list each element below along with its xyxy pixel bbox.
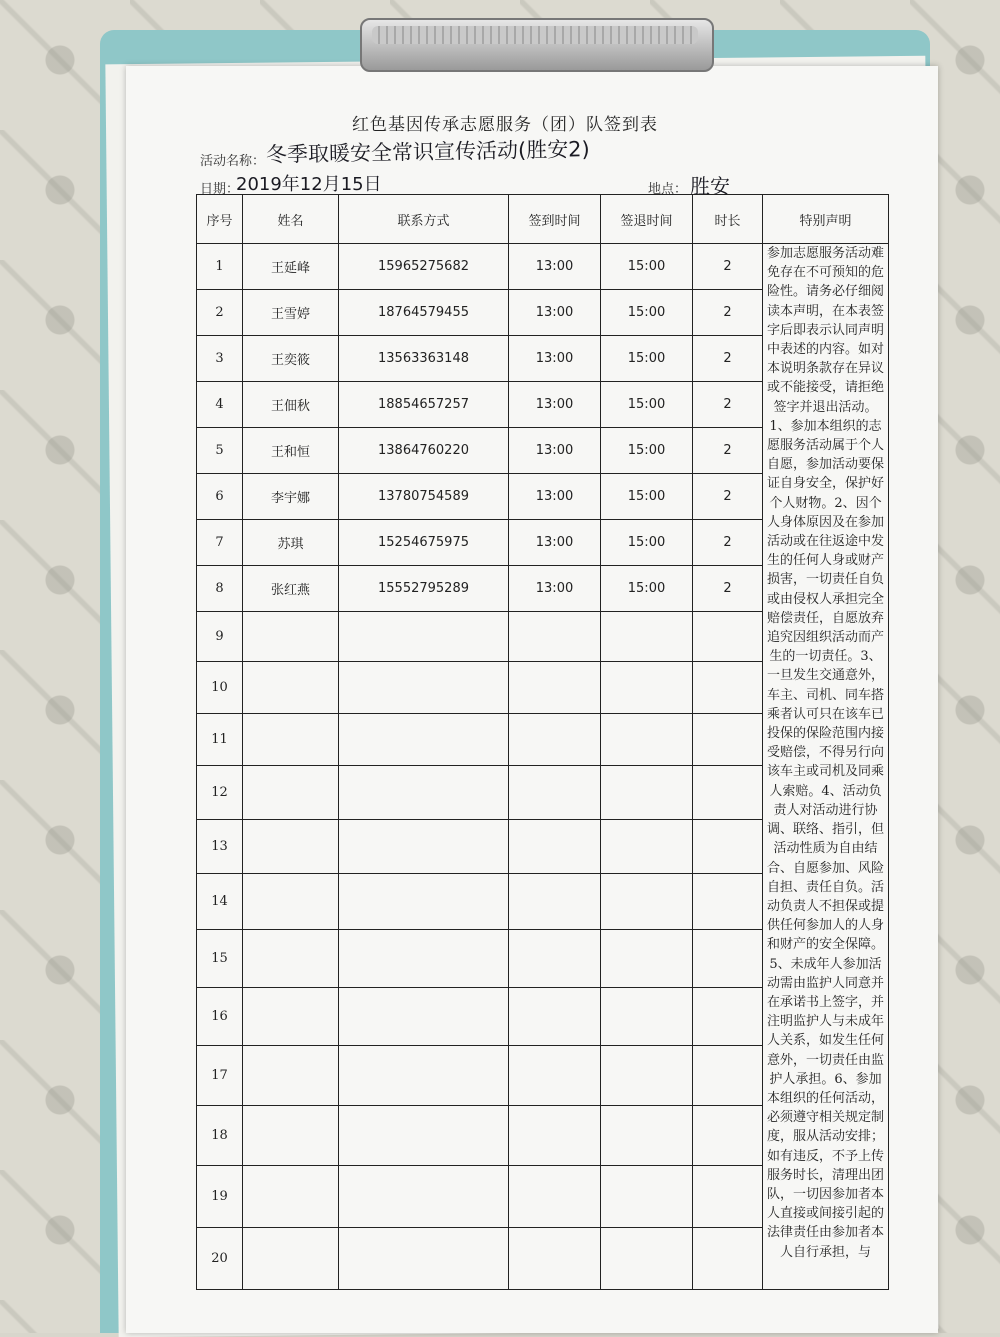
row-number: 7: [197, 520, 243, 566]
header-duration: 时长: [693, 195, 763, 244]
row-sign-in-time: 13:00: [509, 290, 601, 336]
row-sign-in-time: [509, 874, 601, 930]
row-sign-in-time: [509, 1046, 601, 1106]
row-phone: [339, 1228, 509, 1290]
row-sign-in-time: [509, 714, 601, 766]
row-duration: [693, 662, 763, 714]
row-sign-in-time: [509, 930, 601, 988]
row-number: 8: [197, 566, 243, 612]
row-number: 3: [197, 336, 243, 382]
row-sign-out-time: [601, 766, 693, 820]
row-sign-in-time: 13:00: [509, 474, 601, 520]
row-sign-out-time: 15:00: [601, 336, 693, 382]
row-name: 王佃秋: [243, 382, 339, 428]
row-sign-in-time: 13:00: [509, 244, 601, 290]
row-phone: [339, 714, 509, 766]
row-sign-out-time: [601, 988, 693, 1046]
row-phone: [339, 612, 509, 662]
row-phone: [339, 1106, 509, 1166]
row-duration: [693, 874, 763, 930]
row-phone: 15552795289: [339, 566, 509, 612]
row-sign-in-time: 13:00: [509, 428, 601, 474]
row-sign-out-time: [601, 1106, 693, 1166]
row-phone: [339, 662, 509, 714]
location-label: 地点：: [648, 182, 688, 197]
row-number: 12: [197, 766, 243, 820]
row-number: 14: [197, 874, 243, 930]
header-no: 序号: [197, 195, 243, 244]
header-sign-in-time: 签到时间: [509, 195, 601, 244]
row-duration: 2: [693, 520, 763, 566]
row-phone: [339, 820, 509, 874]
row-name: 王雪婷: [243, 290, 339, 336]
sheet-title: 红色基因传承志愿服务（团）队签到表: [352, 115, 658, 135]
row-number: 16: [197, 988, 243, 1046]
row-phone: [339, 930, 509, 988]
row-sign-out-time: 15:00: [601, 382, 693, 428]
row-duration: 2: [693, 566, 763, 612]
row-phone: [339, 988, 509, 1046]
row-sign-out-time: [601, 612, 693, 662]
row-name: [243, 820, 339, 874]
row-sign-out-time: [601, 714, 693, 766]
row-sign-out-time: [601, 1166, 693, 1228]
row-number: 2: [197, 290, 243, 336]
table-row: [197, 244, 889, 290]
row-number: 5: [197, 428, 243, 474]
row-sign-out-time: 15:00: [601, 474, 693, 520]
row-phone: 15254675975: [339, 520, 509, 566]
row-name: 王延峰: [243, 244, 339, 290]
row-name: [243, 662, 339, 714]
row-duration: 2: [693, 336, 763, 382]
header-declaration: 特别声明: [763, 195, 889, 244]
row-name: [243, 930, 339, 988]
row-number: 13: [197, 820, 243, 874]
row-phone: 18854657257: [339, 382, 509, 428]
row-sign-out-time: [601, 930, 693, 988]
row-duration: [693, 1046, 763, 1106]
declaration-text: 参加志愿服务活动难免存在不可预知的危险性。请务必仔细阅读本声明，在本表签字后即表示认同声明中表述的内容。如对本说明条款存在异议或不能接受，请拒绝签字并退出活动。 1、参加本组织的志愿服务活动属于个人自愿，参加活动要保证自身安全，保护好个人财物。2、因个人身体原因及在参加活动或在往返途中发生的任何人身或财产损害，一切责任自负或由侵权人承担完全赔偿责任，自愿放弃追究因组织活动而产生的一切责任。3、一旦发生交通意外，车主、司机、同车搭乘者认可只在该车已投保的保险范围内接受赔偿，不得另行向该车主或司机及同乘人索赔。4、活动负责人对活动进行协调、联络、指引，但活动性质为自由结合、自愿参加、风险自担、责任自负。活动负责人不担保或提供任何参加人的人身和财产的安全保障。5、未成年人参加活动需由监护人同意并在承诺书上签字，并注明监护人与未成年人关系，如发生任何意外，一切责任由监护人承担。6、参加本组织的任何活动，必须遵守相关规定制度，服从活动安排；如有违反，不予上传服务时长，清理出团队，一切因参加者本人直接或间接引起的法律责任由参加者本人自行承担，与: [763, 244, 889, 1290]
sign-in-table: [196, 194, 889, 1290]
row-duration: 2: [693, 290, 763, 336]
row-number: 9: [197, 612, 243, 662]
row-phone: 13780754589: [339, 474, 509, 520]
row-number: 19: [197, 1166, 243, 1228]
header-contact: 联系方式: [339, 195, 509, 244]
row-duration: [693, 930, 763, 988]
row-phone: 18764579455: [339, 290, 509, 336]
row-sign-in-time: 13:00: [509, 382, 601, 428]
row-sign-out-time: 15:00: [601, 244, 693, 290]
row-name: [243, 1166, 339, 1228]
row-duration: [693, 766, 763, 820]
row-name: [243, 1106, 339, 1166]
row-name: [243, 714, 339, 766]
row-duration: [693, 1166, 763, 1228]
row-duration: 2: [693, 244, 763, 290]
row-duration: [693, 988, 763, 1046]
table-body: [197, 244, 889, 1290]
row-sign-in-time: [509, 662, 601, 714]
row-sign-out-time: [601, 662, 693, 714]
table-header-row: [197, 195, 889, 244]
row-sign-in-time: 13:00: [509, 520, 601, 566]
row-name: 王奕筱: [243, 336, 339, 382]
location-value: 胜安: [690, 174, 730, 198]
row-phone: [339, 874, 509, 930]
row-name: 王和恒: [243, 428, 339, 474]
row-sign-in-time: [509, 1166, 601, 1228]
row-duration: [693, 612, 763, 662]
row-number: 15: [197, 930, 243, 988]
row-sign-out-time: [601, 874, 693, 930]
row-sign-out-time: 15:00: [601, 428, 693, 474]
row-sign-out-time: [601, 820, 693, 874]
row-duration: 2: [693, 474, 763, 520]
row-name: 李宇娜: [243, 474, 339, 520]
row-number: 18: [197, 1106, 243, 1166]
row-duration: [693, 1228, 763, 1290]
header-name: 姓名: [243, 195, 339, 244]
row-sign-out-time: 15:00: [601, 566, 693, 612]
row-sign-in-time: [509, 1228, 601, 1290]
date-label: 日期：: [200, 182, 240, 197]
row-sign-in-time: [509, 612, 601, 662]
header-sign-out-time: 签退时间: [601, 195, 693, 244]
row-phone: [339, 766, 509, 820]
row-name: [243, 988, 339, 1046]
row-sign-out-time: [601, 1228, 693, 1290]
row-name: 张红燕: [243, 566, 339, 612]
date-value: 2019年12月15日: [236, 174, 382, 195]
row-phone: [339, 1166, 509, 1228]
row-number: 17: [197, 1046, 243, 1106]
row-sign-in-time: 13:00: [509, 566, 601, 612]
clipboard-clip-bar: [372, 26, 698, 44]
row-number: 4: [197, 382, 243, 428]
row-phone: 13563363148: [339, 336, 509, 382]
row-phone: [339, 1046, 509, 1106]
row-sign-out-time: 15:00: [601, 290, 693, 336]
row-sign-in-time: [509, 820, 601, 874]
activity-label: 活动名称：: [200, 154, 266, 169]
row-name: 苏琪: [243, 520, 339, 566]
activity-value: 冬季取暖安全常识宣传活动(胜安2): [265, 137, 590, 167]
row-name: [243, 1046, 339, 1106]
row-sign-in-time: [509, 766, 601, 820]
row-phone: 13864760220: [339, 428, 509, 474]
row-number: 1: [197, 244, 243, 290]
row-phone: 15965275682: [339, 244, 509, 290]
row-sign-out-time: [601, 1046, 693, 1106]
row-sign-in-time: 13:00: [509, 336, 601, 382]
row-duration: 2: [693, 382, 763, 428]
row-number: 20: [197, 1228, 243, 1290]
row-name: [243, 1228, 339, 1290]
row-name: [243, 612, 339, 662]
row-name: [243, 766, 339, 820]
row-duration: [693, 714, 763, 766]
row-sign-in-time: [509, 1106, 601, 1166]
row-number: 11: [197, 714, 243, 766]
row-duration: 2: [693, 428, 763, 474]
row-duration: [693, 820, 763, 874]
row-duration: [693, 1106, 763, 1166]
row-number: 10: [197, 662, 243, 714]
row-sign-in-time: [509, 988, 601, 1046]
row-name: [243, 874, 339, 930]
row-sign-out-time: 15:00: [601, 520, 693, 566]
row-number: 6: [197, 474, 243, 520]
